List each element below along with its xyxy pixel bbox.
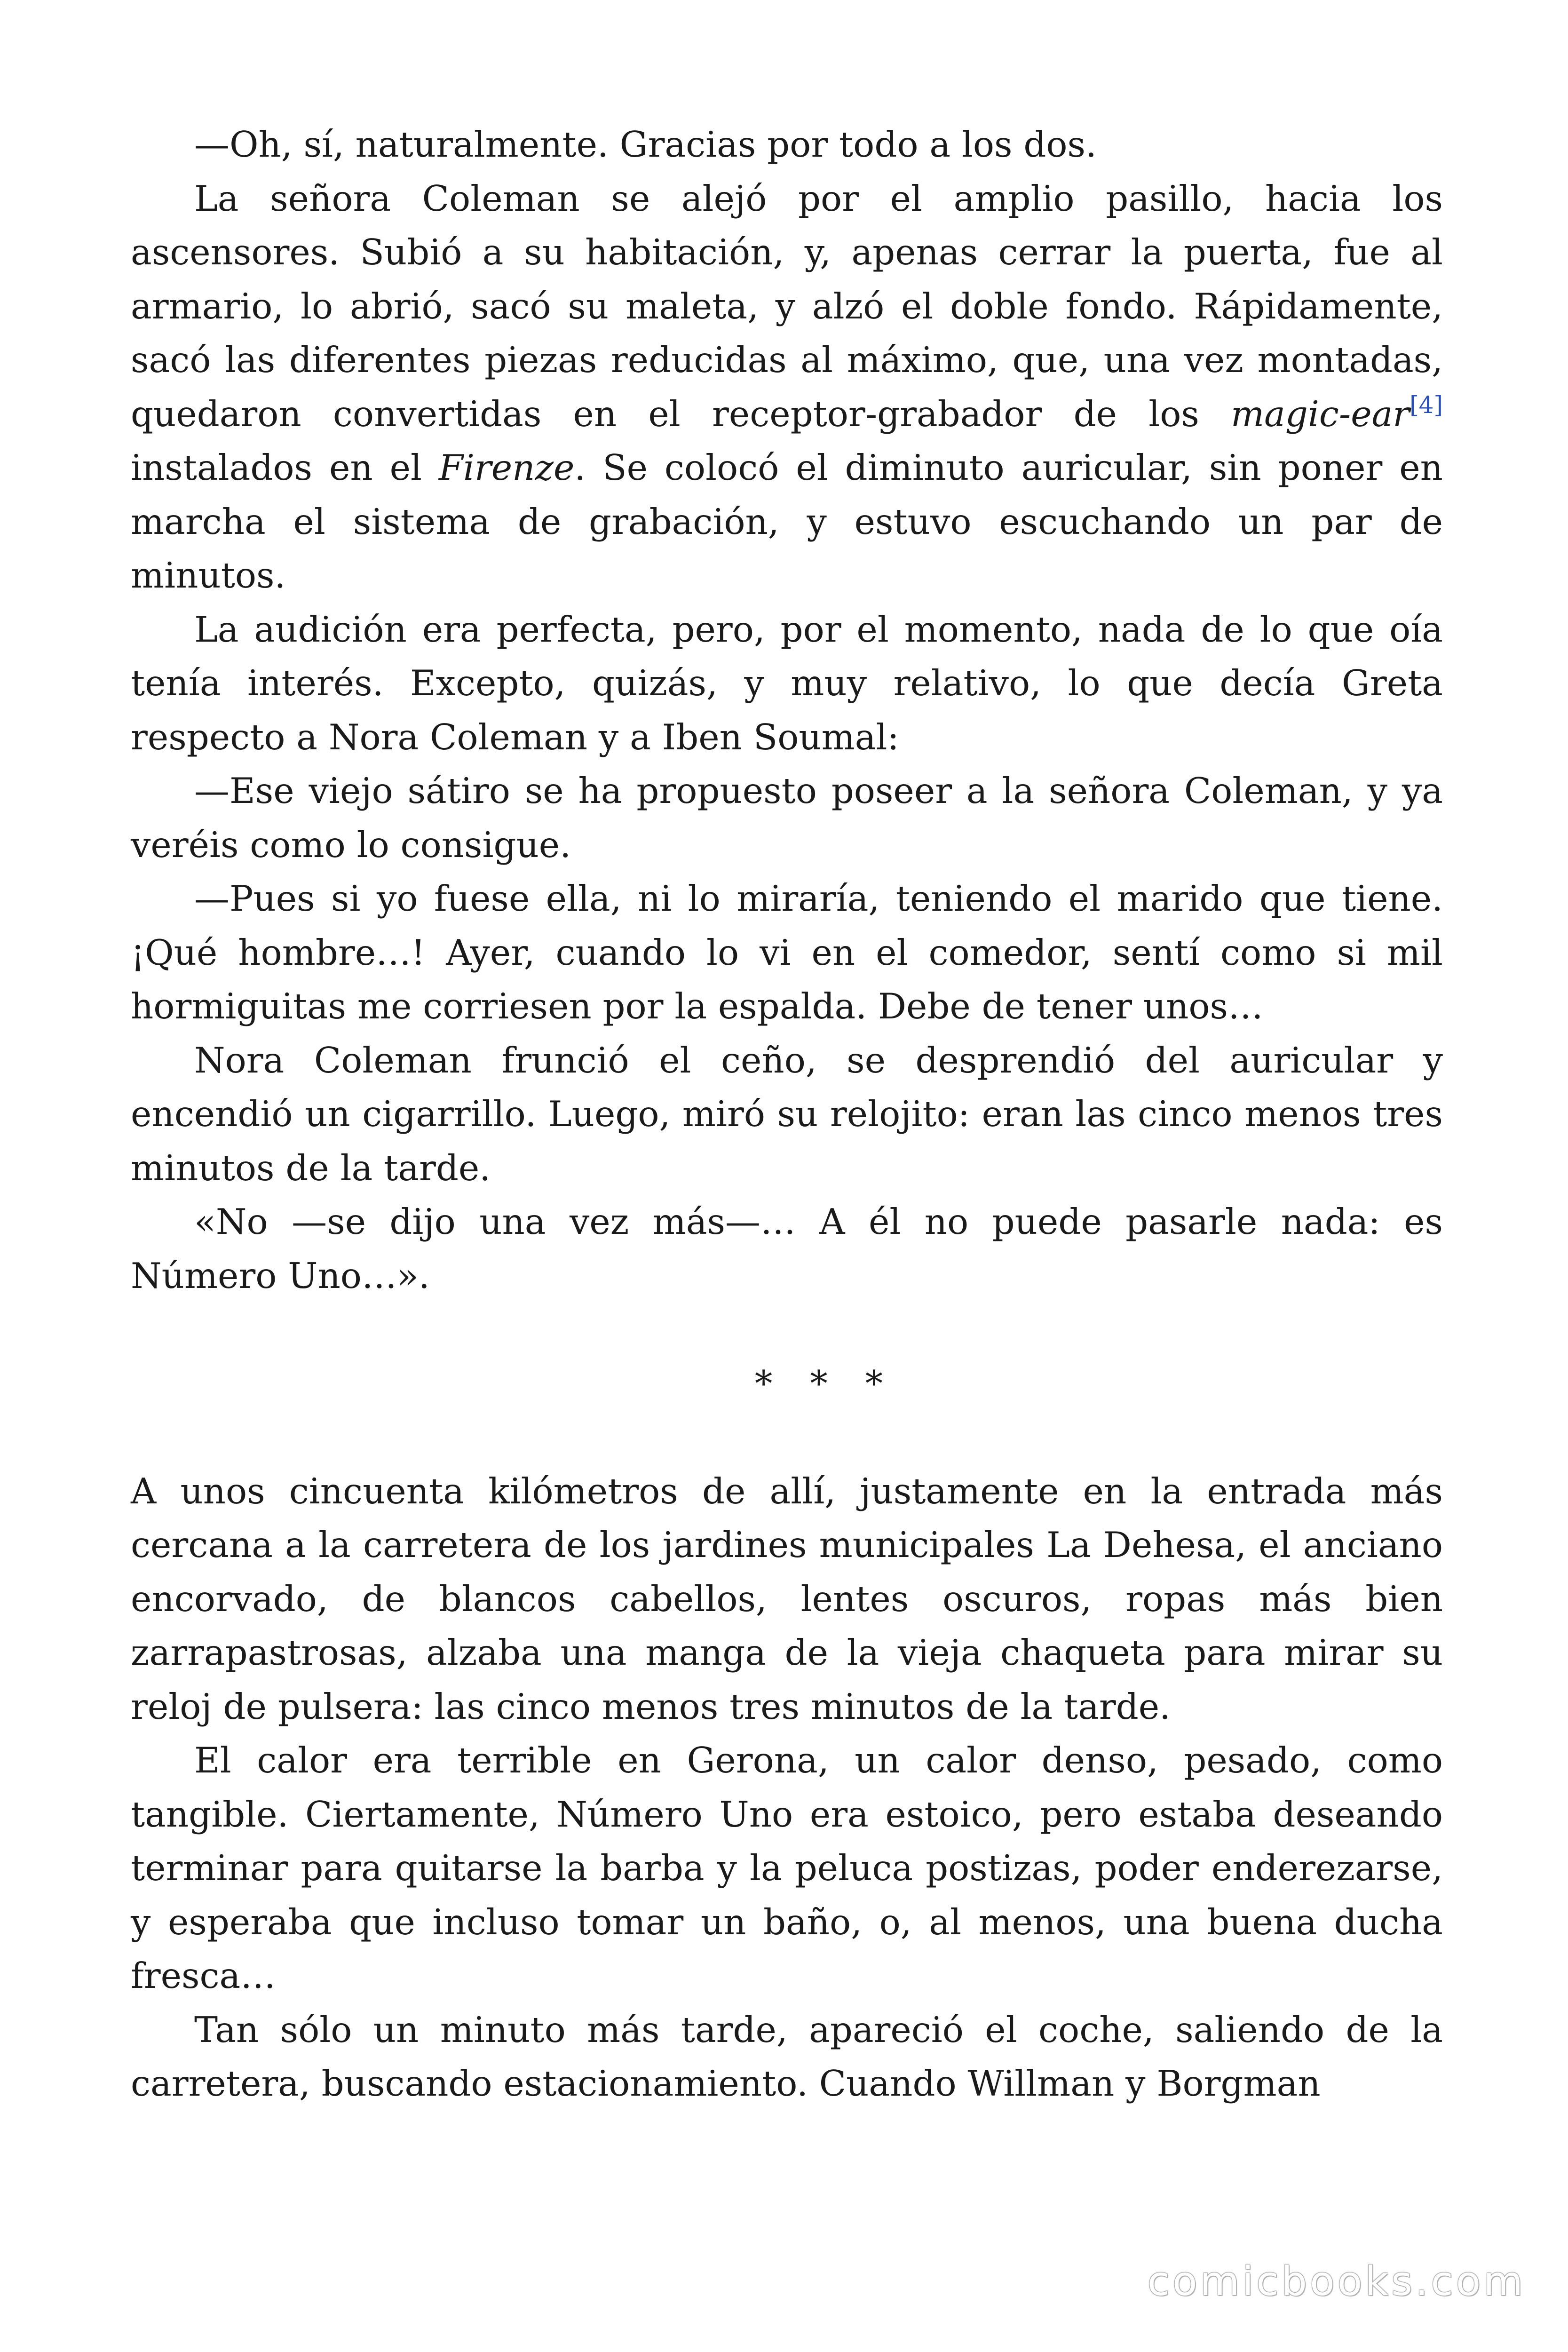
- paragraph: —Oh, sí, naturalmente. Gracias por todo a los dos.: [194, 124, 1097, 165]
- paragraph-text: . Se colocó el diminuto auricular, sin poner en marcha el sistema de grabación, y estuvo escuchando un par de minutos.: [131, 447, 1443, 596]
- scene-break-stars: * * *: [754, 1362, 896, 1404]
- paragraph: [131, 172, 1443, 603]
- paragraph-text: La señora Coleman se alejó por el amplio pasillo, hacia los ascensores. Subió a su habitación, y, apenas cerrar la puerta, fue al armario, lo abrió, sacó su maleta, y alzó el doble fondo. Rápidamente, sacó las diferentes piezas reducidas al máximo, que, una vez montadas, quedaron convertidas en el receptor-grabador de los: [131, 177, 1443, 435]
- paragraph: A unos cincuenta kilómetros de allí, justamente en la entrada más cercana a la carretera de los jardines municipales La Dehesa, el anciano encorvado, de blancos cabellos, lentes oscuros, ropas más bien zarrapastrosas, alzaba una manga de la vieja chaqueta para mirar su reloj de pulsera: las cinco menos tres minutos de la tarde.: [131, 1470, 1443, 1727]
- paragraph: Nora Coleman frunció el ceño, se desprendió del auricular y encendió un cigarrillo. Luego, miró su relojito: eran las cinco menos tres minutos de la tarde.: [131, 1039, 1443, 1189]
- paragraph: —Pues si yo fuese ella, ni lo miraría, teniendo el marido que tiene. ¡Qué hombre…! Ayer, cuando lo vi en el comedor, sentí como si mil hormiguitas me corriesen por la espalda. Debe de tener unos…: [131, 878, 1443, 1027]
- italic-term: magic-ear: [1231, 393, 1410, 435]
- italic-term: Firenze: [438, 447, 575, 488]
- footnote-link[interactable]: [4]: [1410, 391, 1443, 419]
- page-body: [131, 118, 1443, 2111]
- spacer: [131, 1303, 1443, 1357]
- paragraph: «No —se dijo una vez más—… A él no puede pasarle nada: es Número Uno…».: [131, 1201, 1443, 1296]
- watermark: comicbooks.com: [1147, 2258, 1526, 2305]
- paragraph: —Ese viejo sátiro se ha propuesto poseer a la señora Coleman, y ya veréis como lo consigue.: [131, 770, 1443, 866]
- spacer: [131, 1410, 1443, 1464]
- paragraph: El calor era terrible en Gerona, un calor denso, pesado, como tangible. Ciertamente, Número Uno era estoico, pero estaba deseando terminar para quitarse la barba y la peluca postizas, poder enderezarse, y esperaba que incluso tomar un baño, o, al menos, una buena ducha fresca…: [131, 1740, 1443, 1996]
- paragraph: Tan sólo un minuto más tarde, apareció el coche, saliendo de la carretera, buscando estacionamiento. Cuando Willman y Borgman: [131, 2009, 1443, 2104]
- scene-break: [131, 1357, 1443, 1411]
- paragraph-text: instalados en el: [131, 447, 439, 488]
- paragraph: La audición era perfecta, pero, por el momento, nada de lo que oía tenía interés. Excepto, quizás, y muy relativo, lo que decía Greta respecto a Nora Coleman y a Iben Soumal:: [131, 608, 1443, 758]
